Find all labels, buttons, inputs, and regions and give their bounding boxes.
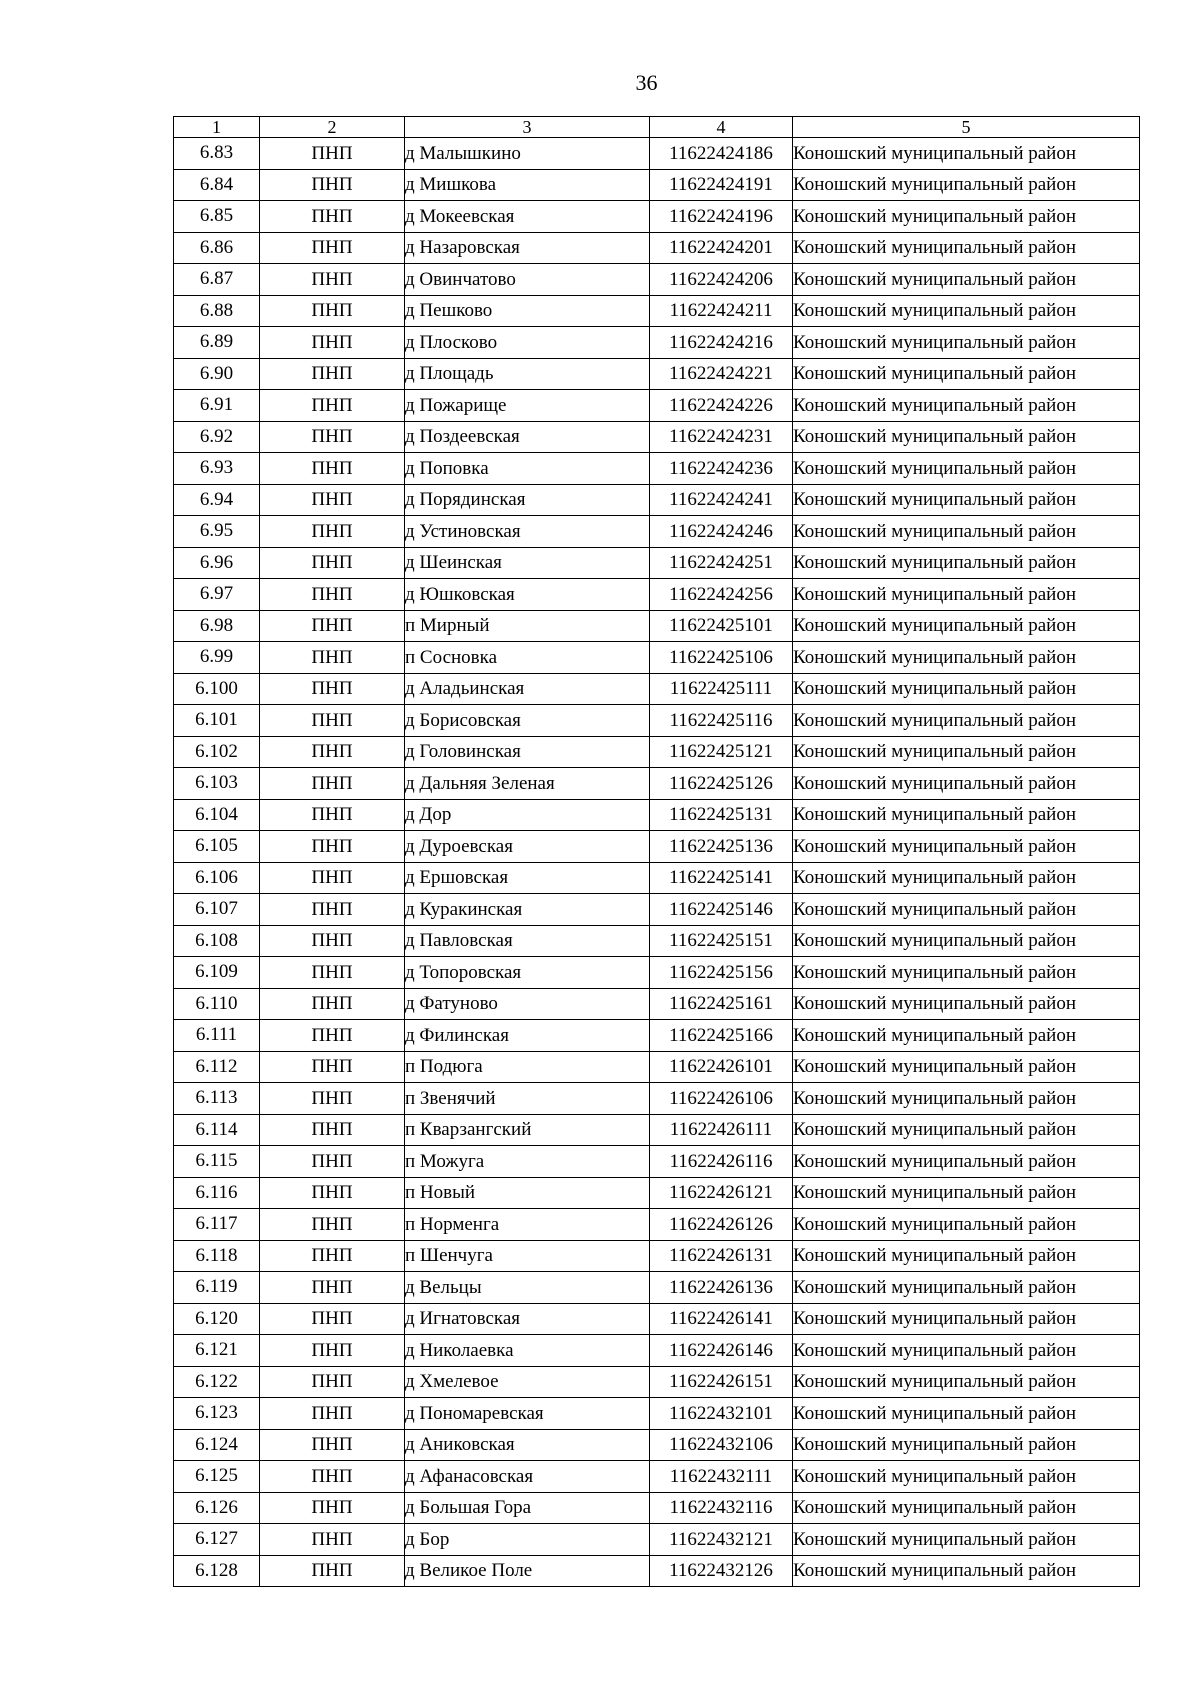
settlement-name-cell: д Ершовская: [405, 862, 650, 894]
district-name-cell: Коношский муниципальный район: [793, 925, 1140, 957]
settlement-type-cell: ПНП: [260, 390, 405, 422]
settlement-name-cell: д Афанасовская: [405, 1461, 650, 1493]
table-row: [174, 925, 1140, 957]
oktmo-code-cell: 11622426121: [650, 1177, 793, 1209]
table-row: [174, 327, 1140, 359]
oktmo-code-cell: 11622426131: [650, 1240, 793, 1272]
settlement-type-cell: ПНП: [260, 610, 405, 642]
settlement-type-cell: ПНП: [260, 1429, 405, 1461]
oktmo-code-cell: 11622426141: [650, 1303, 793, 1335]
oktmo-code-cell: 11622424191: [650, 169, 793, 201]
oktmo-code-cell: 11622424241: [650, 484, 793, 516]
oktmo-code-cell: 11622432101: [650, 1398, 793, 1430]
district-name-cell: Коношский муниципальный район: [793, 547, 1140, 579]
district-name-cell: Коношский муниципальный район: [793, 1303, 1140, 1335]
settlement-name-cell: д Дуроевская: [405, 831, 650, 863]
settlement-type-cell: ПНП: [260, 1303, 405, 1335]
settlement-name-cell: д Большая Гора: [405, 1492, 650, 1524]
settlement-type-cell: ПНП: [260, 1555, 405, 1587]
table-row: [174, 1398, 1140, 1430]
row-number-cell: 6.128: [174, 1555, 260, 1587]
table-row: [174, 673, 1140, 705]
table-row: [174, 1429, 1140, 1461]
settlement-name-cell: д Устиновская: [405, 516, 650, 548]
district-name-cell: Коношский муниципальный район: [793, 768, 1140, 800]
settlement-name-cell: д Поздеевская: [405, 421, 650, 453]
settlement-name-cell: д Павловская: [405, 925, 650, 957]
row-number-cell: 6.88: [174, 295, 260, 327]
row-number-cell: 6.109: [174, 957, 260, 989]
row-number-cell: 6.123: [174, 1398, 260, 1430]
table-row: [174, 1209, 1140, 1241]
settlement-name-cell: п Кварзангский: [405, 1114, 650, 1146]
settlement-type-cell: ПНП: [260, 1461, 405, 1493]
oktmo-code-cell: 11622426146: [650, 1335, 793, 1367]
row-number-cell: 6.95: [174, 516, 260, 548]
settlement-type-cell: ПНП: [260, 1335, 405, 1367]
table-row: [174, 1020, 1140, 1052]
settlement-name-cell: д Хмелевое: [405, 1366, 650, 1398]
district-name-cell: Коношский муниципальный район: [793, 1398, 1140, 1430]
district-name-cell: Коношский муниципальный район: [793, 1083, 1140, 1115]
settlement-type-cell: ПНП: [260, 988, 405, 1020]
row-number-cell: 6.93: [174, 453, 260, 485]
district-name-cell: Коношский муниципальный район: [793, 453, 1140, 485]
settlement-name-cell: д Аладьинская: [405, 673, 650, 705]
oktmo-code-cell: 11622425121: [650, 736, 793, 768]
row-number-cell: 6.99: [174, 642, 260, 674]
table-row: [174, 705, 1140, 737]
table-row: [174, 1492, 1140, 1524]
settlement-name-cell: д Топоровская: [405, 957, 650, 989]
table-row: [174, 138, 1140, 170]
column-header-1: 1: [174, 117, 260, 138]
district-name-cell: Коношский муниципальный район: [793, 957, 1140, 989]
row-number-cell: 6.122: [174, 1366, 260, 1398]
district-name-cell: Коношский муниципальный район: [793, 642, 1140, 674]
table-row: [174, 484, 1140, 516]
oktmo-code-cell: 11622432126: [650, 1555, 793, 1587]
settlement-name-cell: д Филинская: [405, 1020, 650, 1052]
oktmo-code-cell: 11622424226: [650, 390, 793, 422]
oktmo-code-cell: 11622424196: [650, 201, 793, 233]
settlement-type-cell: ПНП: [260, 894, 405, 926]
oktmo-code-cell: 11622425156: [650, 957, 793, 989]
row-number-cell: 6.92: [174, 421, 260, 453]
settlement-name-cell: д Вельцы: [405, 1272, 650, 1304]
row-number-cell: 6.127: [174, 1524, 260, 1556]
oktmo-code-cell: 11622424186: [650, 138, 793, 170]
row-number-cell: 6.116: [174, 1177, 260, 1209]
table-row: [174, 642, 1140, 674]
settlement-type-cell: ПНП: [260, 421, 405, 453]
oktmo-code-cell: 11622426151: [650, 1366, 793, 1398]
settlement-name-cell: д Пешково: [405, 295, 650, 327]
settlement-type-cell: ПНП: [260, 1240, 405, 1272]
district-name-cell: Коношский муниципальный район: [793, 1209, 1140, 1241]
district-name-cell: Коношский муниципальный район: [793, 799, 1140, 831]
settlement-name-cell: д Бор: [405, 1524, 650, 1556]
oktmo-code-cell: 11622426101: [650, 1051, 793, 1083]
settlement-type-cell: ПНП: [260, 705, 405, 737]
settlement-name-cell: д Куракинская: [405, 894, 650, 926]
row-number-cell: 6.110: [174, 988, 260, 1020]
district-name-cell: Коношский муниципальный район: [793, 1177, 1140, 1209]
oktmo-code-cell: 11622424251: [650, 547, 793, 579]
oktmo-code-cell: 11622432106: [650, 1429, 793, 1461]
oktmo-code-cell: 11622425146: [650, 894, 793, 926]
row-number-cell: 6.83: [174, 138, 260, 170]
oktmo-code-cell: 11622424231: [650, 421, 793, 453]
settlement-name-cell: д Головинская: [405, 736, 650, 768]
district-name-cell: Коношский муниципальный район: [793, 1461, 1140, 1493]
district-name-cell: Коношский муниципальный район: [793, 1429, 1140, 1461]
row-number-cell: 6.103: [174, 768, 260, 800]
row-number-cell: 6.96: [174, 547, 260, 579]
oktmo-code-cell: 11622426111: [650, 1114, 793, 1146]
row-number-cell: 6.91: [174, 390, 260, 422]
table-row: [174, 421, 1140, 453]
oktmo-code-cell: 11622426126: [650, 1209, 793, 1241]
settlement-type-cell: ПНП: [260, 1366, 405, 1398]
oktmo-code-cell: 11622425161: [650, 988, 793, 1020]
settlement-name-cell: д Пономаревская: [405, 1398, 650, 1430]
row-number-cell: 6.121: [174, 1335, 260, 1367]
settlement-type-cell: ПНП: [260, 1051, 405, 1083]
oktmo-code-cell: 11622425101: [650, 610, 793, 642]
oktmo-code-cell: 11622426136: [650, 1272, 793, 1304]
oktmo-code-cell: 11622432121: [650, 1524, 793, 1556]
settlement-type-cell: ПНП: [260, 957, 405, 989]
row-number-cell: 6.102: [174, 736, 260, 768]
settlement-name-cell: д Великое Поле: [405, 1555, 650, 1587]
settlements-table: [173, 116, 1140, 1587]
settlement-type-cell: ПНП: [260, 169, 405, 201]
table-row: [174, 232, 1140, 264]
table-row: [174, 988, 1140, 1020]
settlement-type-cell: ПНП: [260, 516, 405, 548]
table-row: [174, 610, 1140, 642]
settlement-type-cell: ПНП: [260, 1524, 405, 1556]
table-row: [174, 1240, 1140, 1272]
row-number-cell: 6.100: [174, 673, 260, 705]
table-row: [174, 894, 1140, 926]
settlement-name-cell: д Николаевка: [405, 1335, 650, 1367]
settlement-name-cell: д Порядинская: [405, 484, 650, 516]
settlement-type-cell: ПНП: [260, 1146, 405, 1178]
district-name-cell: Коношский муниципальный район: [793, 1524, 1140, 1556]
settlement-name-cell: д Малышкино: [405, 138, 650, 170]
settlement-type-cell: ПНП: [260, 358, 405, 390]
oktmo-code-cell: 11622425141: [650, 862, 793, 894]
settlement-type-cell: ПНП: [260, 232, 405, 264]
oktmo-code-cell: 11622424216: [650, 327, 793, 359]
column-header-3: 3: [405, 117, 650, 138]
settlement-name-cell: д Назаровская: [405, 232, 650, 264]
table-row: [174, 862, 1140, 894]
settlement-name-cell: п Новый: [405, 1177, 650, 1209]
settlement-name-cell: п Мирный: [405, 610, 650, 642]
settlement-type-cell: ПНП: [260, 138, 405, 170]
table-row: [174, 358, 1140, 390]
row-number-cell: 6.87: [174, 264, 260, 296]
settlement-name-cell: д Мокеевская: [405, 201, 650, 233]
row-number-cell: 6.114: [174, 1114, 260, 1146]
oktmo-code-cell: 11622424246: [650, 516, 793, 548]
district-name-cell: Коношский муниципальный район: [793, 358, 1140, 390]
settlement-type-cell: ПНП: [260, 1398, 405, 1430]
oktmo-code-cell: 11622425106: [650, 642, 793, 674]
district-name-cell: Коношский муниципальный район: [793, 673, 1140, 705]
settlement-type-cell: ПНП: [260, 295, 405, 327]
table-row: [174, 169, 1140, 201]
district-name-cell: Коношский муниципальный район: [793, 295, 1140, 327]
district-name-cell: Коношский муниципальный район: [793, 169, 1140, 201]
settlement-name-cell: д Овинчатово: [405, 264, 650, 296]
row-number-cell: 6.84: [174, 169, 260, 201]
table-row: [174, 799, 1140, 831]
row-number-cell: 6.105: [174, 831, 260, 863]
district-name-cell: Коношский муниципальный район: [793, 484, 1140, 516]
district-name-cell: Коношский муниципальный район: [793, 736, 1140, 768]
district-name-cell: Коношский муниципальный район: [793, 1272, 1140, 1304]
table-row: [174, 264, 1140, 296]
district-name-cell: Коношский муниципальный район: [793, 862, 1140, 894]
settlement-type-cell: ПНП: [260, 831, 405, 863]
oktmo-code-cell: 11622424201: [650, 232, 793, 264]
table-row: [174, 1335, 1140, 1367]
row-number-cell: 6.113: [174, 1083, 260, 1115]
settlement-name-cell: д Шеинская: [405, 547, 650, 579]
oktmo-code-cell: 11622425166: [650, 1020, 793, 1052]
settlement-name-cell: д Аниковская: [405, 1429, 650, 1461]
district-name-cell: Коношский муниципальный район: [793, 516, 1140, 548]
district-name-cell: Коношский муниципальный район: [793, 705, 1140, 737]
settlement-type-cell: ПНП: [260, 201, 405, 233]
column-header-2: 2: [260, 117, 405, 138]
row-number-cell: 6.86: [174, 232, 260, 264]
district-name-cell: Коношский муниципальный район: [793, 894, 1140, 926]
settlement-type-cell: ПНП: [260, 1209, 405, 1241]
district-name-cell: Коношский муниципальный район: [793, 201, 1140, 233]
table-header-row: [174, 117, 1140, 138]
district-name-cell: Коношский муниципальный район: [793, 1555, 1140, 1587]
settlement-type-cell: ПНП: [260, 736, 405, 768]
settlement-name-cell: п Норменга: [405, 1209, 650, 1241]
settlement-name-cell: п Подюга: [405, 1051, 650, 1083]
settlement-type-cell: ПНП: [260, 1114, 405, 1146]
settlement-name-cell: д Фатуново: [405, 988, 650, 1020]
table-row: [174, 579, 1140, 611]
settlement-type-cell: ПНП: [260, 1177, 405, 1209]
table-row: [174, 768, 1140, 800]
oktmo-code-cell: 11622424236: [650, 453, 793, 485]
settlement-type-cell: ПНП: [260, 579, 405, 611]
oktmo-code-cell: 11622426116: [650, 1146, 793, 1178]
district-name-cell: Коношский муниципальный район: [793, 1114, 1140, 1146]
district-name-cell: Коношский муниципальный район: [793, 138, 1140, 170]
oktmo-code-cell: 11622424221: [650, 358, 793, 390]
settlement-name-cell: п Сосновка: [405, 642, 650, 674]
table-row: [174, 1555, 1140, 1587]
row-number-cell: 6.108: [174, 925, 260, 957]
table-body: [174, 138, 1140, 1587]
table-row: [174, 1083, 1140, 1115]
oktmo-code-cell: 11622425151: [650, 925, 793, 957]
row-number-cell: 6.120: [174, 1303, 260, 1335]
settlement-type-cell: ПНП: [260, 1020, 405, 1052]
settlement-name-cell: д Борисовская: [405, 705, 650, 737]
district-name-cell: Коношский муниципальный район: [793, 1366, 1140, 1398]
settlement-type-cell: ПНП: [260, 862, 405, 894]
table-row: [174, 390, 1140, 422]
table-row: [174, 1051, 1140, 1083]
settlement-name-cell: д Мишкова: [405, 169, 650, 201]
settlement-type-cell: ПНП: [260, 327, 405, 359]
row-number-cell: 6.107: [174, 894, 260, 926]
district-name-cell: Коношский муниципальный район: [793, 1492, 1140, 1524]
settlement-name-cell: д Площадь: [405, 358, 650, 390]
settlement-type-cell: ПНП: [260, 547, 405, 579]
settlement-name-cell: д Плосково: [405, 327, 650, 359]
settlement-name-cell: д Пожарище: [405, 390, 650, 422]
district-name-cell: Коношский муниципальный район: [793, 327, 1140, 359]
row-number-cell: 6.85: [174, 201, 260, 233]
settlement-name-cell: д Юшковская: [405, 579, 650, 611]
row-number-cell: 6.94: [174, 484, 260, 516]
column-header-5: 5: [793, 117, 1140, 138]
table-row: [174, 1146, 1140, 1178]
oktmo-code-cell: 11622425116: [650, 705, 793, 737]
row-number-cell: 6.101: [174, 705, 260, 737]
row-number-cell: 6.118: [174, 1240, 260, 1272]
settlement-type-cell: ПНП: [260, 925, 405, 957]
settlement-name-cell: д Дальняя Зеленая: [405, 768, 650, 800]
row-number-cell: 6.125: [174, 1461, 260, 1493]
table-row: [174, 453, 1140, 485]
row-number-cell: 6.112: [174, 1051, 260, 1083]
district-name-cell: Коношский муниципальный район: [793, 610, 1140, 642]
district-name-cell: Коношский муниципальный район: [793, 1335, 1140, 1367]
settlement-name-cell: п Можуга: [405, 1146, 650, 1178]
row-number-cell: 6.117: [174, 1209, 260, 1241]
row-number-cell: 6.124: [174, 1429, 260, 1461]
oktmo-code-cell: 11622424256: [650, 579, 793, 611]
settlement-name-cell: д Поповка: [405, 453, 650, 485]
row-number-cell: 6.104: [174, 799, 260, 831]
district-name-cell: Коношский муниципальный район: [793, 264, 1140, 296]
settlement-type-cell: ПНП: [260, 453, 405, 485]
settlement-type-cell: ПНП: [260, 768, 405, 800]
oktmo-code-cell: 11622432116: [650, 1492, 793, 1524]
district-name-cell: Коношский муниципальный район: [793, 1146, 1140, 1178]
district-name-cell: Коношский муниципальный район: [793, 232, 1140, 264]
row-number-cell: 6.98: [174, 610, 260, 642]
oktmo-code-cell: 11622424206: [650, 264, 793, 296]
table-row: [174, 1524, 1140, 1556]
column-header-4: 4: [650, 117, 793, 138]
oktmo-code-cell: 11622432111: [650, 1461, 793, 1493]
page-number: 36: [635, 70, 658, 95]
settlement-name-cell: п Шенчуга: [405, 1240, 650, 1272]
settlement-name-cell: д Игнатовская: [405, 1303, 650, 1335]
table-row: [174, 957, 1140, 989]
oktmo-code-cell: 11622424211: [650, 295, 793, 327]
settlement-type-cell: ПНП: [260, 1272, 405, 1304]
district-name-cell: Коношский муниципальный район: [793, 831, 1140, 863]
table-row: [174, 516, 1140, 548]
settlement-type-cell: ПНП: [260, 1083, 405, 1115]
settlement-name-cell: д Дор: [405, 799, 650, 831]
table-row: [174, 295, 1140, 327]
oktmo-code-cell: 11622425136: [650, 831, 793, 863]
table-row: [174, 1272, 1140, 1304]
table-row: [174, 1303, 1140, 1335]
table-row: [174, 831, 1140, 863]
row-number-cell: 6.111: [174, 1020, 260, 1052]
row-number-cell: 6.126: [174, 1492, 260, 1524]
row-number-cell: 6.90: [174, 358, 260, 390]
settlement-type-cell: ПНП: [260, 264, 405, 296]
oktmo-code-cell: 11622425111: [650, 673, 793, 705]
district-name-cell: Коношский муниципальный район: [793, 1051, 1140, 1083]
district-name-cell: Коношский муниципальный район: [793, 421, 1140, 453]
table-row: [174, 1177, 1140, 1209]
district-name-cell: Коношский муниципальный район: [793, 390, 1140, 422]
district-name-cell: Коношский муниципальный район: [793, 988, 1140, 1020]
table-row: [174, 1114, 1140, 1146]
settlement-type-cell: ПНП: [260, 642, 405, 674]
row-number-cell: 6.97: [174, 579, 260, 611]
row-number-cell: 6.106: [174, 862, 260, 894]
row-number-cell: 6.115: [174, 1146, 260, 1178]
table-row: [174, 736, 1140, 768]
settlement-name-cell: п Звенячий: [405, 1083, 650, 1115]
table-row: [174, 1461, 1140, 1493]
settlement-type-cell: ПНП: [260, 484, 405, 516]
settlement-type-cell: ПНП: [260, 673, 405, 705]
district-name-cell: Коношский муниципальный район: [793, 1020, 1140, 1052]
oktmo-code-cell: 11622426106: [650, 1083, 793, 1115]
table-row: [174, 201, 1140, 233]
oktmo-code-cell: 11622425131: [650, 799, 793, 831]
oktmo-code-cell: 11622425126: [650, 768, 793, 800]
settlement-type-cell: ПНП: [260, 1492, 405, 1524]
row-number-cell: 6.119: [174, 1272, 260, 1304]
settlement-type-cell: ПНП: [260, 799, 405, 831]
district-name-cell: Коношский муниципальный район: [793, 579, 1140, 611]
table-row: [174, 547, 1140, 579]
district-name-cell: Коношский муниципальный район: [793, 1240, 1140, 1272]
table-row: [174, 1366, 1140, 1398]
row-number-cell: 6.89: [174, 327, 260, 359]
